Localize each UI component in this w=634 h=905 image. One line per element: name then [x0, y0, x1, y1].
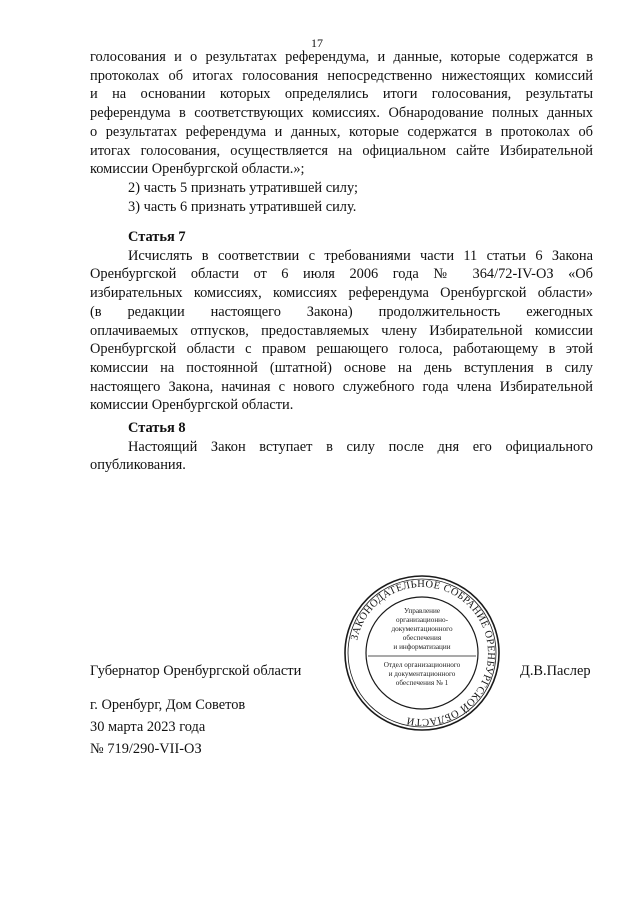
svg-text:документационного: документационного	[391, 625, 453, 633]
svg-text:организационно-: организационно-	[395, 616, 449, 624]
svg-text:Отдел организационного: Отдел организационного	[383, 661, 461, 669]
article-7-line: (в редакции настоящего Закона) продолжительность ежегодных	[90, 303, 593, 320]
continuation-line: голосования и о результатах референдума, и данные, которые содержатся в	[90, 49, 593, 65]
continuation-line: и на основании которых определялись итоги голосования, результаты	[90, 86, 593, 103]
article-7-line: Оренбургской области с правом решающего голоса, работающему в этой	[90, 341, 593, 358]
stamp-outer-ring	[345, 576, 499, 730]
continuation-paragraph	[90, 48, 593, 216]
continuation-line: итогах голосования, осуществляется на официальном сайте Избирательной	[90, 142, 593, 159]
article-7-line: настоящего Закона, начиная с нового служебного года члена Избирательной	[90, 378, 593, 395]
article-8-line: опубликования.	[90, 457, 186, 474]
article-8-line: Настоящий Закон вступает в силу после дня его официального	[128, 438, 593, 455]
footer-place: г. Оренбург, Дом Советов	[90, 697, 246, 713]
svg-text:обеспечения: обеспечения	[402, 634, 442, 642]
continuation-line: референдума в соответствующих комиссиях. Обнародование полных данных	[90, 105, 593, 122]
svg-text:и информатизации: и информатизации	[393, 643, 451, 651]
list-item-2: 2) часть 5 признать утратившей силу;	[128, 179, 358, 196]
svg-text:Управление: Управление	[403, 607, 441, 615]
svg-text:обеспечения № 1: обеспечения № 1	[395, 679, 449, 687]
stamp-outer-text: ЗАКОНОДАТЕЛЬНОЕ СОБРАНИЕ ОРЕНБУРГСКОЙ ОБЛАСТИ	[349, 578, 497, 728]
continuation-line: протоколах об итогах голосования непосредственно нижестоящих комиссий	[90, 67, 593, 84]
article-7-heading: Статья 7	[128, 229, 186, 245]
signature-position: Губернатор Оренбургской области	[90, 663, 302, 679]
continuation-line: комиссии Оренбургской области.»;	[90, 161, 305, 178]
article-7-line: Исчислять в соответствии с требованиями части 11 статьи 6 Закона	[128, 247, 593, 264]
article-7-line: комиссии на постоянной (штатной) основе на день вступления в силу	[90, 359, 593, 376]
footer-date: 30 марта 2023 года	[90, 719, 206, 735]
svg-text:и документационного: и документационного	[388, 670, 456, 678]
article-7-line: Оренбургской области от 6 июля 2006 года № 364/72-IV-ОЗ «Об	[90, 266, 593, 283]
continuation-line: о результатах референдума и данных, которые содержатся в протоколах об	[90, 123, 593, 140]
article-8-heading: Статья 8	[128, 420, 186, 436]
stamp-inner-text	[384, 607, 461, 687]
signature-name: Д.В.Паслер	[520, 663, 591, 679]
page-number: 17	[311, 36, 323, 50]
list-item-3: 3) часть 6 признать утратившей силу.	[128, 198, 357, 215]
article-7-line: избирательных комиссиях, комиссиях референдума Оренбургской области»	[90, 285, 593, 302]
article-7-line: оплачиваемых отпусков, предоставляемых члену Избирательной комиссии	[90, 322, 593, 339]
article-7	[90, 228, 593, 415]
official-stamp	[342, 573, 502, 733]
footer-number: № 719/290-VII-ОЗ	[90, 741, 202, 757]
article-8	[90, 419, 593, 475]
article-7-line: комиссии Оренбургской области.	[90, 397, 294, 414]
